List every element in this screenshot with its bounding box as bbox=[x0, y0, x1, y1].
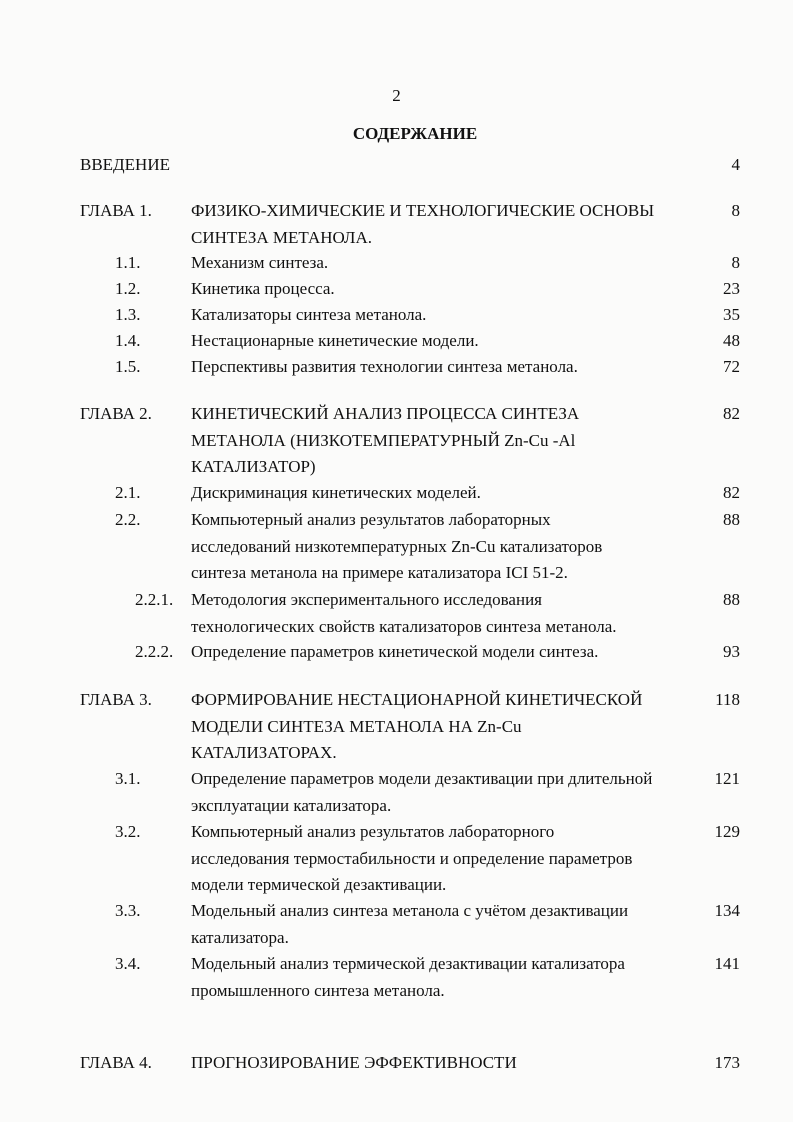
toc-entry-title-line: МОДЕЛИ СИНТЕЗА МЕТАНОЛА НА Zn-Cu bbox=[191, 716, 522, 736]
toc-entry-page: 121 bbox=[714, 769, 740, 788]
toc-entry-title-line: Модельный анализ синтеза метанола с учётом дезактивации bbox=[191, 901, 629, 920]
toc-entry-title-line: модели термической дезактивации. bbox=[191, 875, 447, 894]
toc-entry-page: 82 bbox=[723, 483, 740, 502]
toc-entry-number: 2.2. bbox=[115, 510, 141, 529]
toc-entry-number: 3.1. bbox=[115, 769, 141, 788]
toc-entry-title bbox=[191, 587, 711, 640]
toc-entry-title-line: Определение параметров модели дезактивации при длительной bbox=[191, 769, 653, 788]
page-number: 2 bbox=[392, 86, 401, 105]
toc-entry-number: 3.2. bbox=[115, 822, 141, 841]
toc-entry-title-line: Катализаторы синтеза метанола. bbox=[191, 305, 427, 324]
toc-entry-title-line: катализатора. bbox=[191, 927, 289, 947]
toc-entry-number: 1.5. bbox=[115, 357, 141, 376]
toc-entry-title bbox=[191, 250, 711, 277]
toc-entry-number: 2.2.1. bbox=[135, 590, 174, 609]
toc-entry-title-line: КИНЕТИЧЕСКИЙ АНАЛИЗ ПРОЦЕССА СИНТЕЗА bbox=[191, 404, 580, 423]
toc-entry-page: 8 bbox=[731, 201, 740, 220]
page-title: СОДЕРЖАНИЕ bbox=[352, 124, 478, 143]
toc-entry-page: 72 bbox=[723, 357, 740, 376]
toc-entry-title-line: Модельный анализ термической дезактивации катализатора bbox=[191, 954, 625, 973]
toc-entry-number: 1.4. bbox=[115, 331, 141, 350]
toc-entry-title-line: технологических свойств катализаторов синтеза метанола. bbox=[191, 616, 617, 636]
toc-entry-title bbox=[191, 687, 711, 767]
toc-entry-title bbox=[191, 354, 711, 381]
toc-entry-number: ГЛАВА 2. bbox=[80, 404, 152, 423]
toc-entry-title bbox=[191, 276, 711, 303]
toc-entry-page: 82 bbox=[723, 404, 740, 423]
toc-entry-title-line: Компьютерный анализ результатов лабораторного bbox=[191, 822, 555, 841]
toc-entry-number: 1.1. bbox=[115, 253, 141, 272]
toc-entry-page: 48 bbox=[723, 331, 740, 350]
toc-entry-title-line: промышленного синтеза метанола. bbox=[191, 980, 445, 1000]
toc-entry-page: 93 bbox=[723, 642, 740, 661]
toc-entry-title bbox=[191, 1050, 711, 1077]
toc-entry-title-line: Кинетика процесса. bbox=[191, 279, 335, 298]
toc-entry-page: 23 bbox=[723, 279, 740, 298]
toc-entry-title bbox=[191, 819, 711, 899]
toc-entry-page: 118 bbox=[715, 690, 740, 709]
toc-entry-page: 141 bbox=[714, 954, 740, 973]
toc-entry-title-line: МЕТАНОЛА (НИЗКОТЕМПЕРАТУРНЫЙ Zn-Cu -Al bbox=[191, 430, 576, 450]
toc-entry-title-line: Дискриминация кинетических моделей. bbox=[191, 483, 481, 502]
toc-entry-number: ГЛАВА 1. bbox=[80, 201, 152, 220]
toc-entry-title bbox=[191, 302, 711, 329]
toc-entry-title-line: синтеза метанола на примере катализатора ICI 51-2. bbox=[191, 563, 568, 582]
toc-entry-title-line: Нестационарные кинетические модели. bbox=[191, 331, 479, 350]
toc-entry-number: 1.3. bbox=[115, 305, 141, 324]
toc-entry-page: 88 bbox=[723, 510, 740, 529]
toc-entry-title-line: Компьютерный анализ результатов лабораторных bbox=[191, 510, 551, 529]
toc-entry-title-line: КАТАЛИЗАТОРАХ. bbox=[191, 743, 337, 762]
toc-entry-page: 173 bbox=[714, 1053, 740, 1072]
toc-entry-number: 2.1. bbox=[115, 483, 141, 502]
toc-entry-title-line: эксплуатации катализатора. bbox=[191, 795, 392, 815]
toc-entry-title-line: ФИЗИКО-ХИМИЧЕСКИЕ И ТЕХНОЛОГИЧЕСКИЕ ОСНОВЫ bbox=[191, 201, 655, 220]
toc-entry-page: 8 bbox=[731, 253, 740, 272]
toc-entry-title bbox=[191, 198, 711, 251]
toc-entry-title-line: Перспективы развития технологии синтеза метанола. bbox=[191, 357, 578, 376]
toc-entry-number: ГЛАВА 3. bbox=[80, 690, 152, 709]
toc-entry-number: 2.2.2. bbox=[135, 642, 174, 661]
toc-entry-number: 3.4. bbox=[115, 954, 141, 973]
toc-entry-page: 88 bbox=[723, 590, 740, 609]
toc-entry-page: 35 bbox=[723, 305, 740, 324]
toc-entry-title bbox=[191, 507, 711, 587]
toc-entry-title-line: СИНТЕЗА МЕТАНОЛА. bbox=[191, 227, 372, 247]
toc-entry-title-line: Методология экспериментального исследования bbox=[191, 590, 542, 609]
toc-entry-page: 4 bbox=[731, 155, 740, 174]
toc-entry-title bbox=[191, 639, 711, 666]
toc-entry-title-line: Определение параметров кинетической модели синтеза. bbox=[191, 642, 599, 661]
toc-entry-number: ГЛАВА 4. bbox=[80, 1053, 152, 1072]
toc-entry-number: ВВЕДЕНИЕ bbox=[80, 155, 170, 174]
toc-entry-title bbox=[191, 951, 711, 1004]
toc-entry-title bbox=[191, 480, 711, 507]
toc-entry-number: 1.2. bbox=[115, 279, 141, 298]
toc-entry-page: 134 bbox=[714, 901, 740, 920]
toc-entry-page: 129 bbox=[714, 822, 740, 841]
toc-entry-title-line: исследования термостабильности и определение параметров bbox=[191, 848, 633, 868]
toc-entry-title-line: Механизм синтеза. bbox=[191, 253, 329, 272]
toc-entry-title-line: исследований низкотемпературных Zn-Cu катализаторов bbox=[191, 536, 603, 556]
toc-entry-title bbox=[191, 766, 711, 819]
toc-entry-number: 3.3. bbox=[115, 901, 141, 920]
toc-entry-title-line: ПРОГНОЗИРОВАНИЕ ЭФФЕКТИВНОСТИ bbox=[191, 1053, 517, 1072]
toc-entry-title bbox=[191, 898, 711, 951]
toc-entry-title-line: КАТАЛИЗАТОР) bbox=[191, 457, 316, 476]
toc-entry-title bbox=[191, 401, 711, 481]
toc-entry-title-line: ФОРМИРОВАНИЕ НЕСТАЦИОНАРНОЙ КИНЕТИЧЕСКОЙ bbox=[191, 690, 643, 709]
toc-entry-title bbox=[191, 328, 711, 355]
